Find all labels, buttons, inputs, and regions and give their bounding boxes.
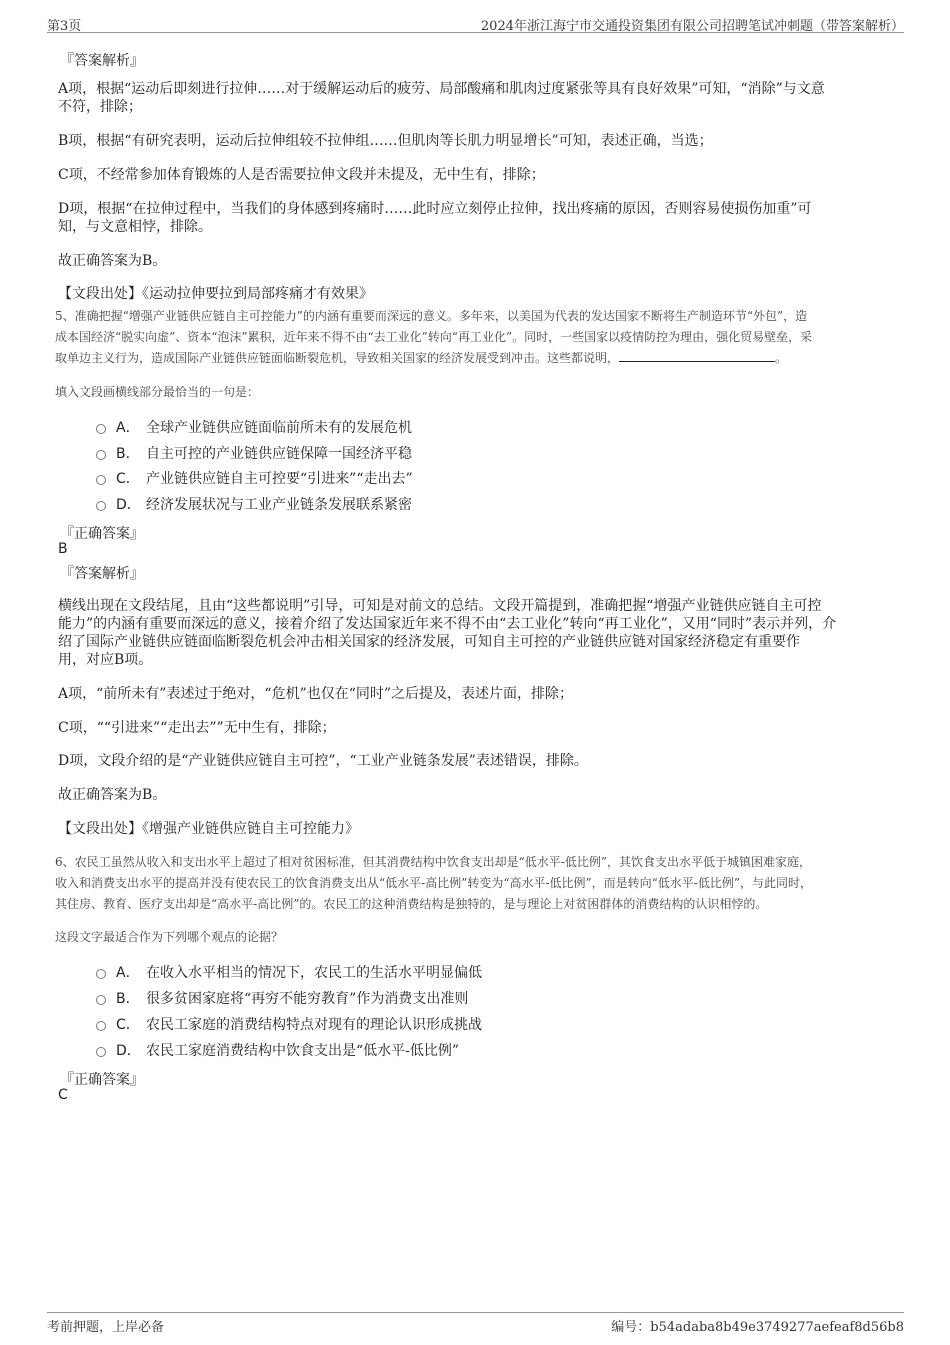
q5-option-d[interactable]: D． 经济发展状况与工业产业链条发展联系紧密 <box>96 494 412 514</box>
radio-icon[interactable] <box>96 1047 106 1057</box>
q5-stem-line: 成本国经济“脱实向虚”、资本“泡沫”累积，近年来不得不由“去工业化”转向“再工业化”。同时，一些国家以疫情防控为理由，强化贸易壁垒，采 <box>55 330 813 344</box>
q6-answer: C <box>58 1087 68 1103</box>
q5-prompt: 填入文段画横线部分最恰当的一句是： <box>55 385 260 399</box>
q5-analysis-line: 用，对应B项。 <box>58 652 153 668</box>
q4-analysis-line: A项，根据“运动后即刻进行拉伸……对于缓解运动后的疲劳、局部酸痛和肌肉过度紧张等具有良好效果”可知，“消除”与文意 <box>58 81 825 97</box>
q6-prompt: 这段文字最适合作为下列哪个观点的论据？ <box>55 930 284 944</box>
radio-icon[interactable] <box>96 501 106 511</box>
q6-option-d[interactable]: D． 农民工家庭消费结构中饮食支出是“低水平-低比例” <box>96 1040 459 1060</box>
q6-stem-line: 6、农民工虽然从收入和支出水平上超过了相对贫困标准，但其消费结构中饮食支出却是“低水平-低比例”，其饮食支出水平低于城镇困难家庭， <box>55 855 811 869</box>
q5-conclusion: 故正确答案为B。 <box>58 787 167 803</box>
q4-analysis-line: B项，根据“有研究表明，运动后拉伸组较不拉伸组……但肌肉等长肌力明显增长”可知，表述正确，当选； <box>58 133 713 149</box>
page-header <box>47 12 904 33</box>
q5-analysis-line: D项，文段介绍的是“产业链供应链自主可控”，“工业产业链条发展”表述错误，排除。 <box>58 753 588 769</box>
q5-option-b[interactable]: B． 自主可控的产业链供应链保障一国经济平稳 <box>96 443 412 463</box>
radio-icon[interactable] <box>96 424 106 434</box>
page-footer <box>47 1312 904 1333</box>
radio-icon[interactable] <box>96 450 106 460</box>
document-code: 编号：b54adaba8b49e3749277aefeaf8d56b8 <box>611 1320 904 1335</box>
q6-answer-label: 『正确答案』 <box>60 1072 144 1088</box>
q5-option-a[interactable]: A． 全球产业链供应链面临前所未有的发展危机 <box>96 417 412 437</box>
q5-analysis-label: 『答案解析』 <box>60 566 144 582</box>
q4-conclusion: 故正确答案为B。 <box>58 253 167 269</box>
q5-analysis-line: C项，““引进来”“走出去””无中生有，排除； <box>58 720 336 736</box>
q4-analysis-line: 知，与文意相悖，排除。 <box>58 219 212 235</box>
q5-answer: B <box>58 541 68 557</box>
radio-icon[interactable] <box>96 969 106 979</box>
radio-icon[interactable] <box>96 995 106 1005</box>
q6-option-c[interactable]: C． 农民工家庭的消费结构特点对现有的理论认识形成挑战 <box>96 1014 482 1034</box>
radio-icon[interactable] <box>96 475 106 485</box>
document-title: 2024年浙江海宁市交通投资集团有限公司招聘笔试冲刺题（带答案解析） <box>480 19 904 34</box>
q5-analysis-line: 绍了国际产业链供应链面临断裂危机会冲击相关国家的经济发展，可知自主可控的产业链供应链对国家经济稳定有重要作 <box>58 634 800 650</box>
q4-analysis-line: D项，根据“在拉伸过程中，当我们的身体感到疼痛时……此时应立刻停止拉伸，找出疼痛的原因，否则容易使损伤加重”可 <box>58 201 812 217</box>
q6-option-a[interactable]: A． 在收入水平相当的情况下，农民工的生活水平明显偏低 <box>96 962 482 982</box>
page-number: 第3页 <box>47 19 82 34</box>
q5-source: 【文段出处】《增强产业链供应链自主可控能力》 <box>58 821 359 837</box>
q5-answer-label: 『正确答案』 <box>60 526 144 542</box>
q6-stem-line: 收入和消费支出水平的提高并没有使农民工的饮食消费支出从“低水平-高比例”转变为“高水平-低比例”，而是转向“低水平-低比例”，与此同时， <box>55 876 812 890</box>
q5-option-c[interactable]: C． 产业链供应链自主可控要“引进来”“走出去” <box>96 468 413 488</box>
q5-fill-blank <box>619 349 775 362</box>
q4-source: 【文段出处】《运动拉伸要拉到局部疼痛才有效果》 <box>58 286 373 302</box>
q4-analysis-line: 不符，排除； <box>58 99 142 115</box>
footer-slogan: 考前押题，上岸必备 <box>47 1320 165 1335</box>
q6-option-b[interactable]: B． 很多贫困家庭将“再穷不能穷教育”作为消费支出准则 <box>96 988 468 1008</box>
q5-analysis-line: 横线出现在文段结尾，且由“这些都说明”引导，可知是对前文的总结。文段开篇提到，准确把握“增强产业链供应链自主可控 <box>58 598 822 614</box>
q5-stem-line: 5、准确把握“增强产业链供应链自主可控能力”的内涵有重要而深远的意义。多年来，以美国为代表的发达国家不断将生产制造环节“外包”，造 <box>55 309 808 323</box>
q5-stem-line: 取单边主义行为，造成国际产业链供应链面临断裂危机，导致相关国家的经济发展受到冲击。这些都说明， 。 <box>55 351 788 365</box>
q5-analysis-line: 能力”的内涵有重要而深远的意义，接着介绍了发达国家近年来不得不由“去工业化”转向“再工业化”，又用“同时”表示并列，介 <box>58 616 837 632</box>
q4-analysis-line: C项，不经常参加体育锻炼的人是否需要拉伸文段并未提及，无中生有，排除； <box>58 167 545 183</box>
q4-analysis-label: 『答案解析』 <box>60 53 144 69</box>
q6-stem-line: 其住房、教育、医疗支出却是“高水平-高比例”的。农民工的这种消费结构是独特的，是与理论上对贫困群体的消费结构的认识相悖的。 <box>55 897 768 911</box>
q5-analysis-line: A项，“前所未有”表述过于绝对，“危机”也仅在“同时”之后提及，表述片面，排除； <box>58 686 574 702</box>
radio-icon[interactable] <box>96 1021 106 1031</box>
